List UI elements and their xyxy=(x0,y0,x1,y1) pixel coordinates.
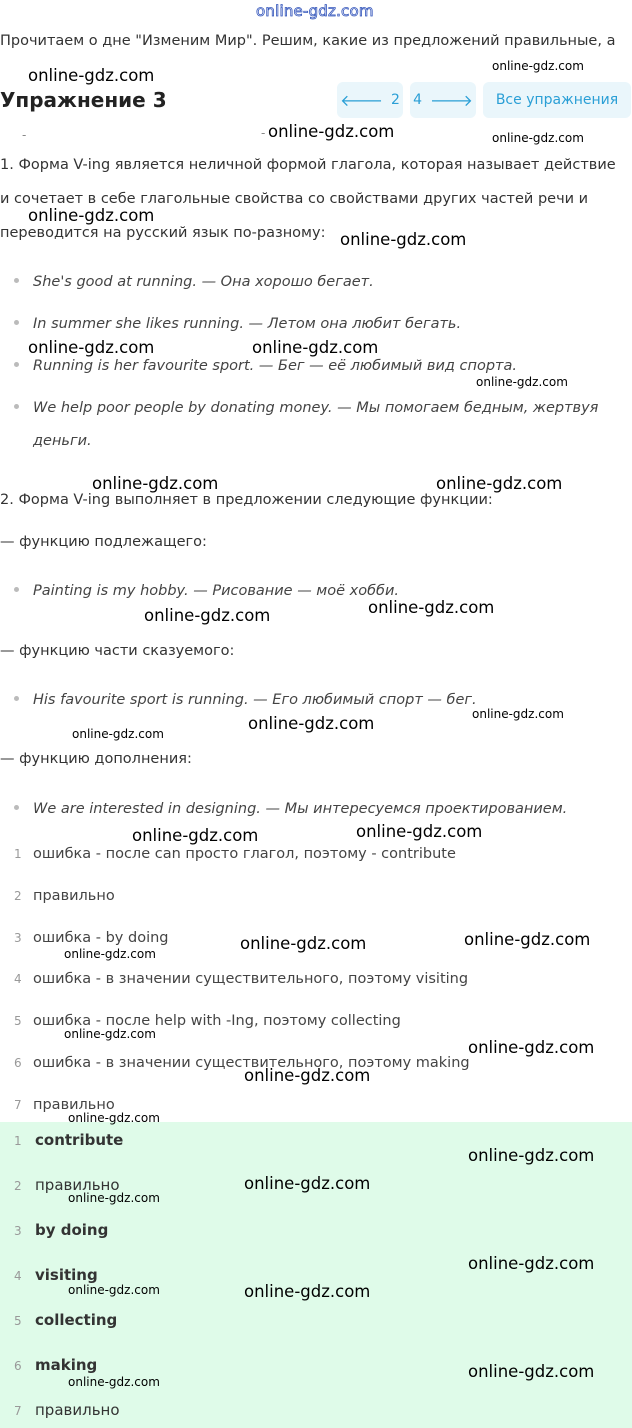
watermark: online-gdz.com xyxy=(472,707,564,721)
dash-marker-2: - xyxy=(261,126,266,140)
page-title: Упражнение 3 xyxy=(0,88,167,112)
prev-exercise-label: 2 xyxy=(390,92,400,108)
watermark: online-gdz.com xyxy=(468,1254,595,1273)
watermark: online-gdz.com xyxy=(368,598,495,617)
watermark: online-gdz.com xyxy=(436,474,563,493)
watermark: online-gdz.com xyxy=(268,122,395,141)
answer-item: 4 visiting xyxy=(14,1266,98,1284)
explanation-item: 3 ошибка - by doing xyxy=(14,930,169,946)
explanation-item: 6 ошибка - в значении существительного, поэтому making xyxy=(14,1055,470,1071)
arrow-left-icon: 🡐 xyxy=(340,91,383,110)
watermark: online-gdz.com xyxy=(68,1283,160,1297)
watermark: online-gdz.com xyxy=(340,230,467,249)
answer-item: 7 правильно xyxy=(14,1401,120,1419)
all-exercises-button[interactable] xyxy=(483,82,631,118)
watermark: online-gdz.com xyxy=(252,338,379,357)
example-bullet: Running is her favourite sport. — Бег — её любимый вид спорта. xyxy=(14,358,517,374)
intro-text: Прочитаем о дне "Изменим Мир". Решим, какие из предложений правильные, а xyxy=(0,33,616,49)
all-exercises-label: Все упражнения xyxy=(495,92,619,108)
watermark: online-gdz.com xyxy=(64,947,156,961)
watermark: online-gdz.com xyxy=(464,930,591,949)
watermark: online-gdz.com xyxy=(244,1282,371,1301)
example-bullet: We help poor people by donating money. — Мы помогаем бедным, жертвуя xyxy=(14,400,598,416)
watermark: online-gdz.com xyxy=(28,66,155,85)
watermark: online-gdz.com xyxy=(72,727,164,741)
watermark: online-gdz.com xyxy=(248,714,375,733)
watermark: online-gdz.com xyxy=(144,606,271,625)
function-predicate: — функцию части сказуемого: xyxy=(0,643,235,659)
watermark: online-gdz.com xyxy=(240,934,367,953)
example-bullet: She's good at running. — Она хорошо бегает. xyxy=(14,274,374,290)
next-exercise-label: 4 xyxy=(413,92,422,108)
watermark: online-gdz.com xyxy=(68,1375,160,1389)
answer-item: 1 contribute xyxy=(14,1131,124,1149)
theory-p1-line3: переводится на русский язык по-разному: xyxy=(0,225,326,241)
theory-p1-line1: 1. Форма V-ing является неличной формой глагола, которая называет действие xyxy=(0,157,616,173)
watermark: online-gdz.com xyxy=(132,826,259,845)
watermark: online-gdz.com xyxy=(64,1027,156,1041)
watermark: online-gdz.com xyxy=(492,131,584,145)
answer-item: 2 правильно xyxy=(14,1176,120,1194)
watermark: online-gdz.com xyxy=(28,206,155,225)
explanation-item: 4 ошибка - в значении существительного, поэтому visiting xyxy=(14,971,469,987)
answer-item: 5 collecting xyxy=(14,1311,118,1329)
example-bullet-continuation: деньги. xyxy=(33,433,92,449)
arrow-right-icon: 🡒 xyxy=(430,91,473,110)
example-subject: Painting is my hobby. — Рисование — моё хобби. xyxy=(14,583,399,599)
watermark: online-gdz.com xyxy=(468,1038,595,1057)
watermark: online-gdz.com xyxy=(68,1191,160,1205)
example-object: We are interested in designing. — Мы интересуемся проектированием. xyxy=(14,801,567,817)
explanation-item: 1 ошибка - после can просто глагол, поэтому - contribute xyxy=(14,846,456,862)
example-predicate: His favourite sport is running. — Его любимый спорт — бег. xyxy=(14,692,477,708)
watermark: online-gdz.com xyxy=(476,375,568,389)
explanation-item: 2 правильно xyxy=(14,888,115,904)
answer-item: 3 by doing xyxy=(14,1221,109,1239)
watermark: online-gdz.com xyxy=(28,338,155,357)
theory-p2: 2. Форма V-ing выполняет в предложении следующие функции: xyxy=(0,492,493,508)
function-object: — функцию дополнения: xyxy=(0,751,192,767)
watermark: online-gdz.com xyxy=(468,1362,595,1381)
watermark: online-gdz.com xyxy=(356,822,483,841)
watermark: online-gdz.com xyxy=(492,59,584,73)
example-bullet: In summer she likes running. — Летом она любит бегать. xyxy=(14,316,461,332)
next-exercise-button[interactable] xyxy=(410,82,476,118)
theory-p1-line2: и сочетает в себе глагольные свойства со свойствами других частей речи и xyxy=(0,191,589,207)
watermark: online-gdz.com xyxy=(244,1066,371,1085)
watermark: online-gdz.com xyxy=(92,474,219,493)
watermark: online-gdz.com xyxy=(244,1174,371,1193)
watermark: online-gdz.com xyxy=(68,1111,160,1125)
explanation-item: 5 ошибка - после help with -Ing, поэтому collecting xyxy=(14,1013,401,1029)
answer-item: 6 making xyxy=(14,1356,98,1374)
function-subject: — функцию подлежащего: xyxy=(0,534,207,550)
site-logo[interactable]: online-gdz.com xyxy=(256,2,374,20)
dash-marker: - xyxy=(22,128,27,142)
prev-exercise-button[interactable] xyxy=(337,82,403,118)
watermark: online-gdz.com xyxy=(468,1146,595,1165)
explanation-item: 7 правильно xyxy=(14,1097,115,1113)
